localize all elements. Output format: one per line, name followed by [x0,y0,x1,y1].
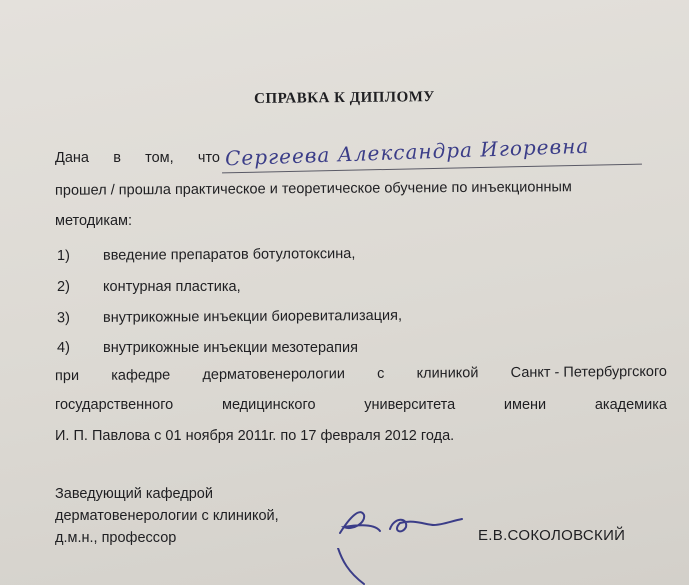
list-item-text: контурная пластика, [103,279,241,295]
list-item-text: внутрикожные инъекции биоревитализация, [102,307,403,326]
list-item-number: 3) [56,310,70,327]
intro-word-1: Дана [55,150,89,166]
intro-word-2: в [113,150,121,166]
list-item [57,340,358,356]
body-line-a [55,364,667,384]
word: дерматовенерологии [202,366,345,384]
handwritten-name: Сергеева Александра Игоревна [224,133,590,171]
list-item [57,308,402,326]
word: Санкт - Петербургского [510,363,668,381]
body-line-3: методикам: [55,213,133,229]
body-line-b [55,397,667,413]
word: при [54,367,80,385]
document-title: СПРАВКА К ДИПЛОМУ [253,89,435,107]
list-item-number: 2) [57,279,70,295]
list-item-number: 1) [56,247,70,265]
word: медицинского [221,397,316,413]
list-item-number: 4) [57,340,70,356]
handwritten-signature [330,495,480,545]
signer-position-2: дерматовенерологии с клиникой, [55,508,279,524]
signer-position-3: д.м.н., профессор [55,530,177,546]
signer-name: Е.В.СОКОЛОВСКИЙ [478,527,626,544]
word: имени [503,397,547,413]
signature-stroke [330,548,370,585]
body-line-2: прошел / прошла практическое и теоретическое обучение по инъекционным [54,179,572,199]
list-item-text: внутрикожные инъекции мезотерапия [103,340,358,356]
word: с [377,365,385,382]
intro-word-4: что [197,150,220,166]
body-line-c: И. П. Павлова с 01 ноября 2011г. по 17 февраля 2012 года. [55,428,455,444]
list-item-text: введение препаратов ботулотоксина, [102,245,356,264]
word: клиникой [416,365,479,382]
word: кафедре [111,367,171,384]
word: государственного [55,397,174,413]
word: академика [594,397,667,413]
intro-word-3: том, [145,150,174,166]
list-item [57,246,355,264]
signer-position-1: Заведующий кафедрой [55,486,213,502]
list-item [57,279,241,295]
word: университета [364,397,456,413]
signature-block [55,483,279,549]
intro-line [55,150,220,166]
